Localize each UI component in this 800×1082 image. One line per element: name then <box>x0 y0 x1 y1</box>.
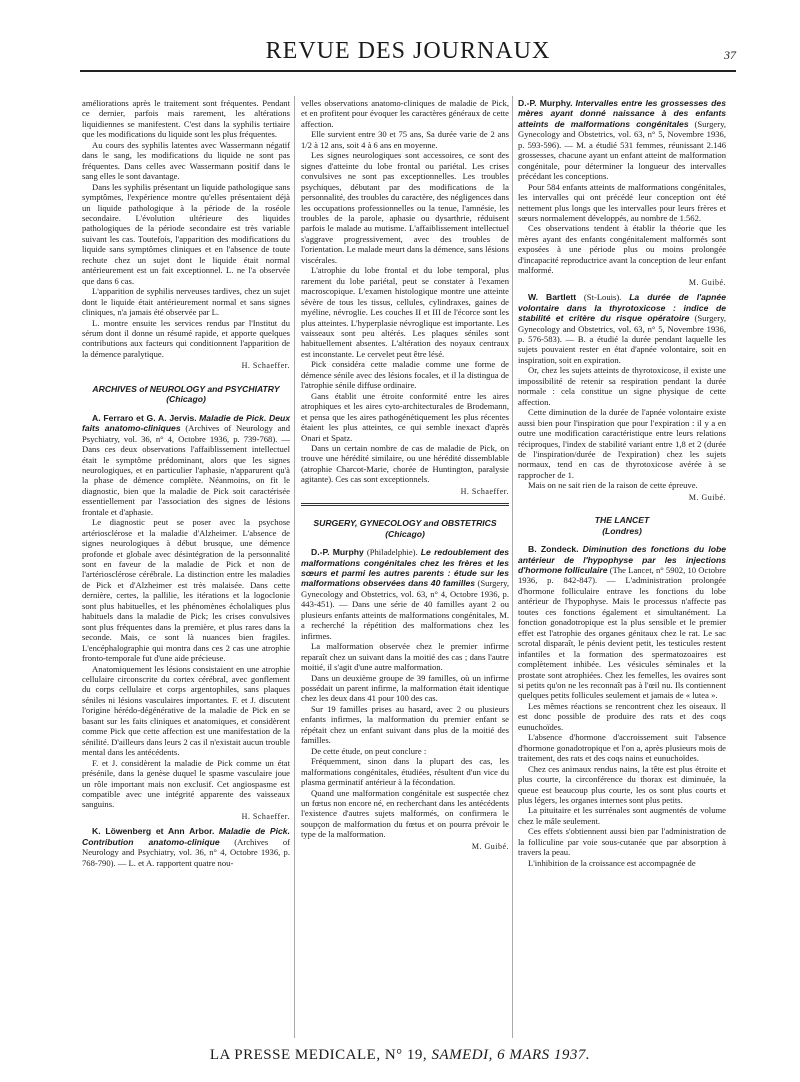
footer-issue: N° 19, <box>384 1047 428 1063</box>
article-authors: A. Ferraro et G. A. Jervis. <box>92 412 197 423</box>
paragraph: Ces observations tendent à établir la théorie que les mères ayant des enfants congénitalement malformés sont exposées à une période plus ou moins prolongée d'incapacité reproductrice avant la conception de leur enfant malformé. <box>518 223 726 276</box>
journal-heading: ARCHIVES of NEUROLOGY and PSYCHIATRY <box>92 383 280 394</box>
signature: H. Schaeffer. <box>241 811 290 821</box>
page-title: REVUE DES JOURNAUX <box>265 38 551 64</box>
article-place: (Philadelphie). <box>366 547 418 558</box>
signature: H. Schaeffer. <box>460 486 509 496</box>
article-body: (Archives of Neurology and Psychiatry, vol. 36, n° 4, Octobre 1936, p. 739-768). — Dans ces deux observations l'affaiblissement intellectuel était le symptôme prédominant, alors que les signes neurologiques, et en particulier l'aphasie, n'apparurent qu'à la phase de démence complète. Néanmoins, on fit le diagnostic, bien que la maladie de Pick soit caractérisée essentiellement par l'association des signes de lésions frontale et d'aphasie. <box>82 423 290 517</box>
article-authors: D.-P. Murphy <box>311 547 364 558</box>
paragraph: velles observations anatomo-cliniques de maladie de Pick, et en profitent pour évoquer les caractères généraux de cette affection. <box>301 98 509 129</box>
signature: H. Schaeffer. <box>241 361 290 371</box>
paragraph: La malformation observée chez le premier infirme reparaît chez un suivant dans la moitié des cas ; dans l'autre moitié, il s'agit d'une autre malformation. <box>301 641 509 673</box>
article-zondeck <box>518 544 726 701</box>
article-title: Maladie de Pick. Deux faits anatomo-cliniques <box>82 412 290 434</box>
paragraph: Dans un deuxième groupe de 39 familles, où un infirme possédait un parent infirme, la malformation était identique chez les deux dans 41 pour 100 des cas. <box>301 672 509 704</box>
article-body: (The Lancet, n° 5902, 10 Octobre 1936, p. 842-847). — L'administration prolongée d'hormone folliculaire entrave les fonctions du lobe antérieur de l'hypophyse. Mais le processus n'affecte pas toutes ces fonctions également et simultanément. La fonction gonadotropique est la plus sensible et le premier effet est l'atrophie des organes génitaux chez le rat. Le sac scrotal disparaît, le pénis devient petit, les testicules restent infantiles et la formation des spermatozoaires est complètement inhibée. Les vésicules séminales et la prostate sont atrophiées. Chez les femelles, les ovaires sont si petits qu'on ne les reconnaît pas à l'œil nu. Ils contiennent quelques petits follicules seulement et jamais de « lutea ». <box>518 565 726 701</box>
article-title: Le redoublement des malformations congénitales chez les frères et les sœurs et parmi les autres parents : étude sur les malformations observées dans 40 familles <box>301 547 510 589</box>
column-divider <box>294 96 295 1038</box>
article-title: Maladie de Pick. Contribution anatomo-clinique <box>82 826 290 847</box>
article-body: (Archives of Neurology and Psychiatry, vol. 36, n° 4, Octobre 1936, p. 768-790). — L. et A. rapportent quatre nou- <box>82 836 290 868</box>
paragraph: Anatomiquement les lésions consistaient en une atrophie cellulaire circonscrite du cortex cérébral, avec gonflement du corps cellulaire et corps argentophiles, sans plaques séniles ni lésions vasculaires importantes. F. et J. discutent l'origine hérédo-dégénérative de la maladie de Pick en se basant sur les faits cliniques et anatomiques, et considèrent comme Pick que cette affection est une manifestation de la sénilité. D'ailleurs dans leurs 2 cas il n'existait aucun trouble mental dans les antécédents. <box>82 663 290 758</box>
article-authors: B. Zondeck. <box>528 544 579 555</box>
journal-heading: THE LANCET <box>594 515 650 526</box>
column-2 <box>301 98 509 856</box>
paragraph: La pituitaire et les surrénales sont augmentés de volume chez le mâle seulement. <box>518 805 726 826</box>
article-lowenberg <box>82 826 290 868</box>
footer-date: SAMEDI, 6 MARS 1937. <box>431 1047 591 1063</box>
journal-city: (Chicago) <box>166 394 206 405</box>
signature: M. Guibé. <box>471 841 509 851</box>
paragraph: Dans un certain nombre de cas de maladie de Pick, on trouve une hérédité similaire, ou une hérédité dissemblable (atrophie Charcot-Marie, chorée de Huntington, paralysie agitante). Ces cas sont exceptionnels. <box>301 442 509 485</box>
journal-city: (Chicago) <box>385 528 425 539</box>
section-rule <box>301 503 509 506</box>
page-number: 37 <box>724 48 736 62</box>
paragraph: Fréquemment, sinon dans la plupart des cas, les malformations congénitales, étudiées, résultent d'un vice du plasma germinatif antérieur à la fécondation. <box>301 756 509 788</box>
article-authors: K. Löwenberg et Ann Arbor. <box>92 826 215 837</box>
paragraph: Pick considéra cette maladie comme une forme de démence sénile avec des lésions focales, et il la distingua de l'atrophie sénile diffuse ordinaire. <box>301 359 509 391</box>
article-murphy-1 <box>301 547 509 641</box>
article-murphy-2 <box>518 98 726 182</box>
article-title: La durée de l'apnée volontaire dans la thyrotoxicose : indice de stabilité et critère du risque opératoire <box>518 292 726 324</box>
paragraph: Gans établit une étroite conformité entre les aires atrophiques et les aires cyto-architecturales de Brodemann, et pensa que les aires pathogénétiquement les plus récentes étaient les plus atteintes, ce qui semble inexact d'après Onari et Spatz. <box>301 390 509 443</box>
paragraph: L'apparition de syphilis nerveuses tardives, chez un sujet dont le liquide était antérieurement normal et sans signes cliniques, n'a jamais été observée par L. <box>82 286 290 318</box>
paragraph: Elle survient entre 30 et 75 ans, Sa durée varie de 2 ans 1/2 à 12 ans, soit 4 à 6 ans en moyenne. <box>301 129 509 150</box>
paragraph: L'inhibition de la croissance est accompagnée de <box>528 857 696 868</box>
paragraph: Chez ces animaux rendus nains, la tête est plus étroite et plus courte, la circonférence du thorax est diminuée, la queue est beaucoup plus courte, les os sont plus courts et plus légers, les organes internes sont plus petits. <box>518 763 726 805</box>
column-3 <box>518 98 726 868</box>
journal-heading: SURGERY, GYNECOLOGY and OBSTETRICS <box>313 518 497 529</box>
article-ferraro <box>82 413 290 518</box>
article-body: (Surgery, Gynecology and Obstetrics, vol. 63, n° 5, Novembre 1936, p. 593-596). — M. a étudié 531 femmes, réunissant 2.146 grossesses, chacune ayant un enfant atteint de malformation congénitale, pour déterminer la longueur des intervalles précédant les conceptions. <box>518 118 726 182</box>
page-footer <box>0 1047 800 1064</box>
paragraph: Or, chez les sujets atteints de thyrotoxicose, il existe une impossibilité de retenir sa respiration pendant la durée normale : cela constitue un signe physique de cette affection. <box>518 365 726 407</box>
column-divider <box>512 96 513 1038</box>
paragraph: De cette étude, on peut conclure : <box>311 745 427 756</box>
paragraph: Cette diminution de la durée de l'apnée volontaire existe aussi bien pour l'inspiration que pour l'expiration : il y a en outre une modification caractéristique entre leurs relations réciproques, l'index de stabilité variant entre 1,8 et 2 (durée de l'inspiration/durée de l'expiration) chez les sujets normaux, tend en cas de thyrotoxicose avérée à se rapprocher de 1. <box>518 407 726 480</box>
paragraph: Sur 19 familles prises au hasard, avec 2 ou plusieurs enfants infirmes, la malformation du premier enfant se répétait chez un enfant suivant dans plus de la moitié des familles. <box>301 703 509 746</box>
paragraph: L. montre ensuite les services rendus par l'Institut du sérum dont il donne un résumé rapide, et apporte quelques contributions aux facteurs qui conditionnent l'apparition de la démence paralytique. <box>82 317 290 359</box>
article-bartlett <box>518 292 726 365</box>
paragraph: Le diagnostic peut se poser avec la psychose artériosclérose et la maladie d'Alzheimer. L'absence de signes neurologiques à début brusque, une démence profonde et globale avec désintégration de la personnalité sont en faveur de la maladie de Pick et non de l'artériosclérose cérébrale. La distinction entre les maladies de Pick et d'Alzheimer est très malaisée. Dans cette dernière, certes, la pallilie, les itérations et la logoclonie sont plus habituelles, et les phénomènes écholaliques plus habituels dans la maladie de Pick; les crises convulsives sont plus fréquentes dans la première, et plus rares dans la seconde. Mais, ce sont là nuances bien fragiles. L'encéphalographie qui montra dans ces 2 cas une atrophie fronto-temporale fut d'une aide précieuse. <box>82 517 290 664</box>
paragraph: Quand une malformation congénitale est suspectée chez un fœtus non encore né, en recherchant dans les antécédents l'existence d'autres sujets malformés, on confirmera le soupçon de malformation du fœtus et on pourra prévoir le type de la malformation. <box>301 787 509 840</box>
paragraph: Ces effets s'obtiennent aussi bien par l'administration de la folliculine par voie sous-cutanée que par absorption à travers la peau. <box>518 826 726 858</box>
article-title: Diminution des fonctions du lobe antérieur de l'hypophyse par les injections d'hormone folliculaire <box>518 544 726 576</box>
paragraph: F. et J. considèrent la maladie de Pick comme un état présénile, dans la genèse duquel le spasme vasculaire joue un rôle important mais non exclusif. Cet angiospasme est compatible avec une intégrité apparente des vaisseaux sanguins. <box>82 757 290 810</box>
signature: M. Guibé. <box>688 492 726 502</box>
paragraph: améliorations après le traitement sont fréquentes. Pendant ce dernier, parfois mais rarement, les altérations liquidiennes se manifestent. C'est dans la syphilis tertiaire que les modifications du liquide sont les plus fréquentes. <box>82 98 290 140</box>
article-body: (Surgery, Gynecology and Obstetrics, vol. 63, n° 5, Novembre 1936, p. 576-583). — B. a étudié la durée pendant laquelle les sujets pouvaient rester en état d'apnée volontaire, soit en inspiration, soit en expiration. <box>518 313 726 365</box>
paragraph: Les mêmes réactions se rencontrent chez les oiseaux. Il est donc possible de produire des rats et des coqs eunuchoïdes. <box>518 700 726 732</box>
signature: M. Guibé. <box>688 277 726 287</box>
article-place: (St-Louis). <box>583 292 622 303</box>
article-authors: W. Bartlett <box>528 292 577 303</box>
paragraph: L'atrophie du lobe frontal et du lobe temporal, plus rarement du lobe pariétal, peut se constater à l'examen macroscopique. L'examen histologique montre une atteinte sévère de tous les tissus, cellules, cylindraxes, gaines de myéline, névroglie. Les couches II et III de l'écorce sont les plus atteintes. L'hyperplasie névroglique est importante. Les vaisseaux sont peu altérés. Les plaques séniles sont habituellement absentes. L'altération des noyaux centraux est inconstante. Le cervelet peut être lésé. <box>301 265 509 359</box>
journal-city: (Londres) <box>602 525 642 536</box>
footer-journal: LA PRESSE MEDICALE, <box>209 1047 381 1063</box>
paragraph: Dans les syphilis présentant un liquide pathologique sans symptômes, l'expérience montre qu'elles présentaient déjà un liquide pathologique à la période de la roséole secondaire. L'évolution ultérieure des liquides pathologiques de la période secondaire est très variable suivant les cas. Toutefois, l'apparition des modifications du liquide sans symptômes cliniques et en l'absence de toute rechute chez un sujet dont le liquide était normal antérieurement est un fait exceptionnel. L. ne l'a observée que dans 6 cas. <box>82 181 290 286</box>
article-authors: D.-P. Murphy. <box>518 98 573 108</box>
column-1 <box>82 98 290 868</box>
paragraph: Les signes neurologiques sont accessoires, ce sont des signes d'atteinte du lobe frontal ou pariétal. Les crises convulsives ne sont pas exceptionnelles. Les troubles psychiques, débutant par des modifications de la personnalité, des troubles du caractère, des négligences dans les occupations professionnelles ou la tenue, l'amnésie, les troubles de la parole, aphasie ou dysarthrie, réduisent parfois le malade au mutisme. L'affaiblissement intellectuel s'aggrave progressivement, avec des troubles de l'orientation. Le malade meurt dans la démence, sans lésions viscérales. <box>301 150 509 265</box>
page-header <box>80 38 736 72</box>
article-body: (Surgery, Gynecology and Obstetrics, vol. 63, n° 4, Octobre 1936, p. 443-451). — Dans une série de 40 familles ayant 2 ou plusieurs enfants atteints de malformations congénitales, M. a recherché la répétition des malformations chez les infirmes. <box>301 578 509 641</box>
paragraph: Au cours des syphilis latentes avec Wassermann négatif dans le sang, les modifications du liquide ne sont pas fréquentes. Dans celles avec Wassermann positif dans le sang elles le sont davantage. <box>82 139 290 182</box>
paragraph: Pour 584 enfants atteints de malformations congénitales, les intervalles qui ont précédé leur conception ont été nettement plus longs que les intervalles pour leurs frères et sœurs normalement développés, au nombre de 1.562. <box>518 181 726 223</box>
article-title: Intervalles entre les grossesses des mères ayant donné naissance à des enfants atteints de malformations congénitales <box>518 98 726 129</box>
paragraph: L'absence d'hormone d'accroissement suit l'absence d'hormone gonadotropique et l'on a, après plusieurs mois de traitement, des rats et des coqs nains et eunuchoïdes. <box>518 732 726 764</box>
paragraph: Mais on ne sait rien de la raison de cette épreuve. <box>528 480 698 491</box>
